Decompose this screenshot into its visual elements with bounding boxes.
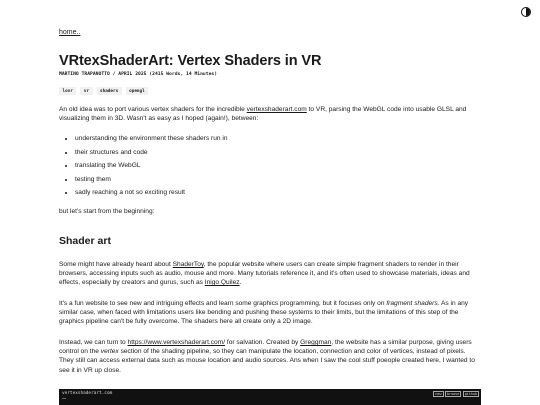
inigo-quilez-link[interactable]: Inigo Quilez (204, 279, 240, 287)
tag-list (59, 87, 148, 95)
bullet-list (59, 134, 228, 202)
p2-emphasis: fragment shaders. (386, 300, 440, 307)
intro-paragraph (59, 105, 481, 123)
p3-emphasis: vertex (100, 348, 119, 356)
paragraph-vertexshaderart (59, 338, 481, 375)
p3-text-a: Instead, we can turn to (59, 339, 128, 346)
section-heading: Shader art (59, 235, 111, 247)
embedded-browse-button: browse (447, 391, 460, 396)
vertexshaderart-link[interactable]: vertexshaderart.com (246, 106, 307, 113)
p2-text-b: As in any similar case, when faced with limitations users like bending and pushing these systems to their limits, but the limitations of this step of the graphics pipeline can't be fully overcome. The shaders here all create only a 2D image. (59, 300, 469, 326)
page-title: VRtexShaderArt: Vertex Shaders in VR (59, 53, 322, 69)
embedded-site-title: vertexshaderart.com (62, 391, 113, 396)
list-item: • translating the WebGL (75, 161, 228, 170)
p1-text-a: Some might have already heard about (59, 261, 173, 268)
p3-text-b: for salvation. Created by (225, 339, 301, 346)
p1-text-c: . (239, 279, 242, 287)
tag-vr[interactable]: vr (80, 87, 92, 95)
embedded-code-line (62, 398, 66, 399)
embedded-new-button: new (435, 391, 442, 396)
embedded-github-button: github (464, 391, 477, 396)
intro-text-a: An old idea was to port various vertex shaders for the incredible (59, 106, 247, 113)
embedded-screenshot (59, 389, 481, 405)
p1-text-b: , the popular website where users can create simple fragment shaders to render in their browsers, accessing inputs such as audio, mouse and more. Many tutorials reference it, and it's often used to showcase materials, ideas and effects, especially by creators and gurus, such as (59, 261, 470, 287)
p2-text-a: It's a fun website to see new and intriguing effects and learn some graphics programming, but it focuses only on (59, 300, 387, 307)
article-meta: MARTINO TRAPANOTTO / APRIL 2025 (2415 Words, 14 Minutes) (59, 72, 218, 77)
greggman-link[interactable]: Greggman (300, 339, 332, 346)
p3-text-d: section of the shading pipeline, so they can manipulate the location, connection and color of vertices, instead of pixels. They still can access external data such as mouse location and audio sources. Ans when I saw the cool stuff poeople created here, I wanted to see it in VR up close. (59, 348, 475, 374)
tag-shaders[interactable]: shaders (97, 87, 122, 95)
tag-opengl[interactable]: opengl (126, 87, 149, 95)
list-item: • sadly reaching a not so exciting result (75, 188, 228, 197)
start-line: but let's start from the beginning: (59, 208, 155, 215)
theme-toggle-icon[interactable] (521, 7, 531, 17)
list-item: • their structures and code (75, 148, 228, 157)
paragraph-shadertoy (59, 260, 481, 288)
shadertoy-link[interactable]: ShaderToy (172, 261, 204, 268)
intro-text-b: to VR, parsing the WebGL code into usable GLSL and visualizing them in 3D. Wasn't as easy as I hoped (again!), between: (59, 106, 467, 123)
list-item: • understanding the environment these shaders run in (75, 134, 228, 143)
vertexshaderart-url-link[interactable]: https://www.vertexshaderart.com/ (127, 339, 226, 346)
paragraph-fragment (59, 299, 481, 327)
p3-text-c: , the website has a similar purpose, giving users control on the (59, 339, 472, 356)
home-link[interactable]: home.. (59, 29, 81, 36)
tag-lovr[interactable]: lovr (59, 87, 76, 95)
list-item: • testing them (75, 175, 228, 184)
embedded-button-group (433, 391, 479, 397)
